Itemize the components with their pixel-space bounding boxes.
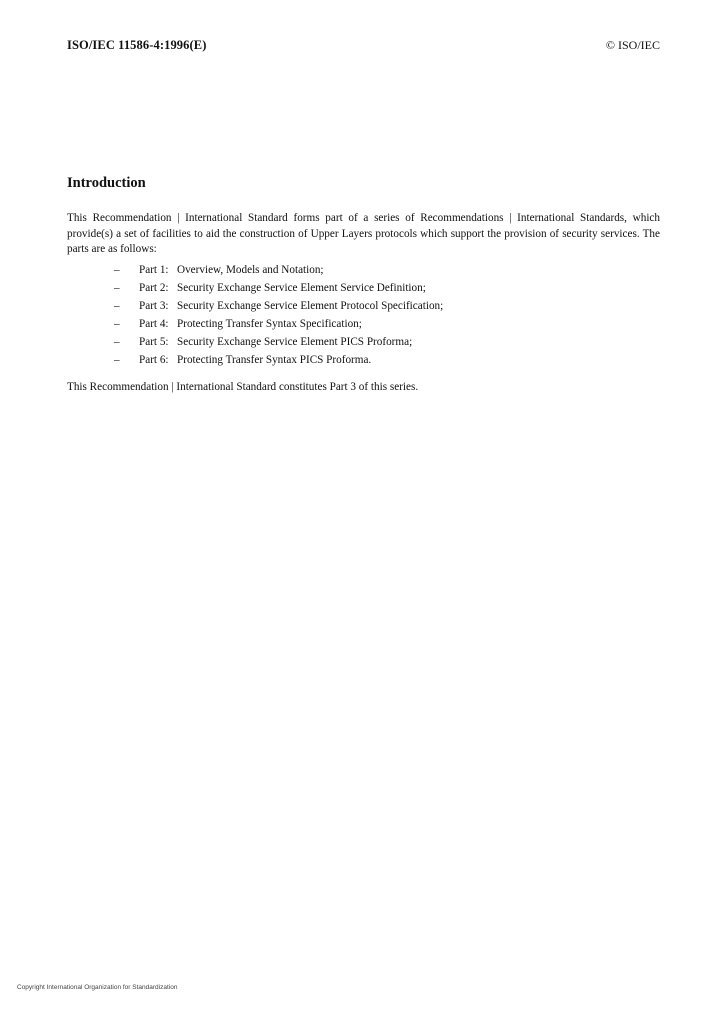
list-dash: – [114,354,120,366]
parts-list [67,261,660,369]
list-dash: – [114,336,120,348]
list-dash: – [114,300,120,312]
list-item [67,279,660,297]
part-title: Protecting Transfer Syntax PICS Proforma. [177,354,372,366]
part-label: Part 4: [139,318,169,330]
list-dash: – [114,264,120,276]
footer-copyright: Copyright International Organization for Standardization [17,984,178,991]
part-title: Protecting Transfer Syntax Specification; [177,318,362,330]
list-item [67,351,660,369]
closing-paragraph: This Recommendation | International Standard constitutes Part 3 of this series. [67,381,419,393]
list-item [67,315,660,333]
list-item [67,297,660,315]
part-title: Security Exchange Service Element PICS Proforma; [177,336,413,348]
part-title: Security Exchange Service Element Protocol Specification; [177,300,444,312]
intro-paragraph: This Recommendation | International Standard forms part of a series of Recommendations | International Standards, which provide(s) a set of facilities to aid the construction of Upper Layers protocols which support the provision of security services. The parts are as follows: [67,212,660,255]
document-id: ISO/IEC 11586-4:1996(E) [67,38,207,52]
list-dash: – [114,318,120,330]
part-title: Overview, Models and Notation; [177,264,324,276]
part-label: Part 6: [139,354,169,366]
part-label: Part 3: [139,300,169,312]
list-dash: – [114,282,120,294]
part-label: Part 2: [139,282,169,294]
list-item [67,261,660,279]
part-title: Security Exchange Service Element Service Definition; [177,282,426,294]
copyright-mark: © ISO/IEC [605,38,660,52]
section-title: Introduction [67,175,146,191]
part-label: Part 1: [139,264,169,276]
list-item [67,333,660,351]
part-label: Part 5: [139,336,169,348]
